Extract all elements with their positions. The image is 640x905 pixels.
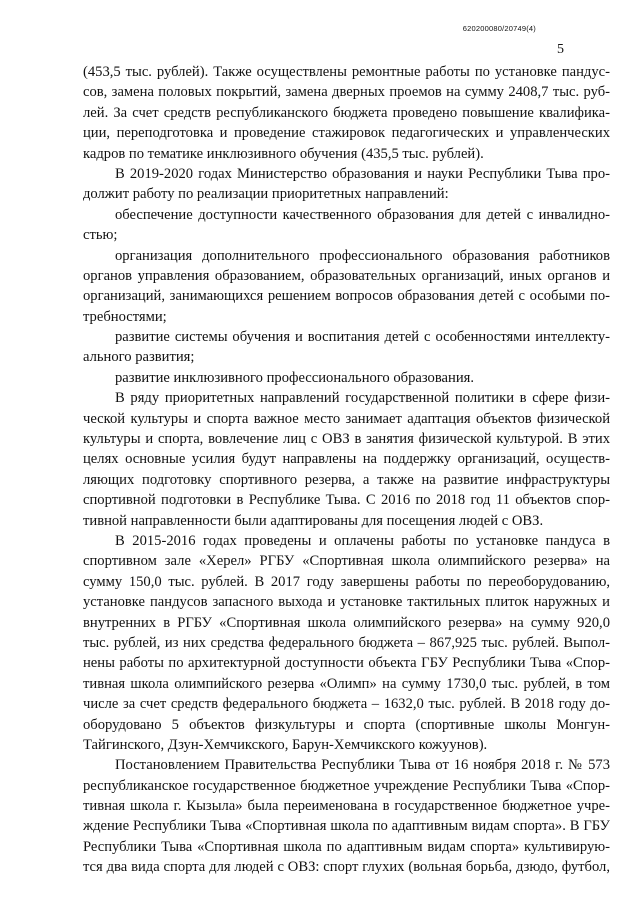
- text-line: оборудовано 5 объектов физкультуры и спорта (спортивные школы Монгун-: [83, 716, 610, 733]
- text-line: ляющих подготовку спортивного резерва, а также на развитие инфраструктуры: [83, 471, 610, 488]
- text-line: обеспечение доступности качественного образования для детей с инвалидно-: [115, 206, 610, 223]
- text-line: должит работу по реализации приоритетных направлений:: [83, 186, 449, 203]
- text-line: В 2019-2020 годах Министерство образования и науки Республики Тыва про-: [115, 165, 610, 182]
- text-line: стью;: [83, 227, 118, 244]
- text-line: культуры и спорта, вовлечение лиц с ОВЗ в занятия физической культурой. В этих: [83, 431, 610, 448]
- text-line: внутренних в РГБУ «Спортивная школа олимпийского резерва» на сумму 920,0: [83, 614, 610, 631]
- text-line: тивная школа г. Кызыла» была переименована в государственное бюджетное учре-: [83, 798, 610, 815]
- text-line: числе за счет средств федерального бюджета – 1632,0 тыс. рублей. В 2018 году до-: [83, 696, 610, 713]
- text-line: Республики Тыва «Спортивная школа по адаптивным видам спорта» культивирую-: [83, 838, 610, 855]
- text-line: спортивной подготовки в Республике Тыва. С 2016 по 2018 год 11 объектов спор-: [83, 492, 610, 509]
- text-line: В ряду приоритетных направлений государственной политики в сфере физи-: [115, 390, 610, 407]
- text-line: сумму 150,0 тыс. рублей. В 2017 году завершены работы по переоборудованию,: [83, 573, 610, 590]
- text-line: Тайгинского, Дзун-Хемчикского, Барун-Хемчикского кожуунов).: [83, 736, 488, 753]
- text-line: В 2015-2016 годах проведены и оплачены работы по установке пандуса в: [115, 532, 610, 549]
- text-line: установке пандусов запасного выхода и установке тактильных плиток наружных и: [83, 594, 610, 611]
- text-line: ческой культуры и спорта важное место занимает адаптация объектов физической: [83, 410, 610, 427]
- text-line: целях основные усилия будут направлены на поддержку организаций, осуществ-: [83, 451, 610, 468]
- text-line: ждение Республики Тыва «Спортивная школа по адаптивным видам спорта». В ГБУ: [83, 818, 610, 835]
- document-body: [83, 62, 610, 878]
- text-line: нены работы по архитектурной доступности объекта ГБУ Республики Тыва «Спор-: [83, 655, 610, 672]
- text-line: развитие инклюзивного профессионального образования.: [115, 369, 475, 386]
- document-id: 620200080/20749(4): [462, 24, 536, 33]
- text-line: кадров по тематике инклюзивного обучения (435,5 тыс. рублей).: [83, 145, 484, 162]
- text-line: органов управления образованием, образовательных организаций, иных органов и: [83, 267, 610, 284]
- text-line: тивной направленности были адаптированы для посещения людей с ОВЗ.: [83, 512, 544, 529]
- text-line: организация дополнительного профессионального образования работников: [115, 247, 610, 264]
- text-line: Постановлением Правительства Республики Тыва от 16 ноября 2018 г. № 573: [115, 757, 610, 774]
- text-line: республиканское государственное бюджетное учреждение Республики Тыва «Спор-: [83, 777, 610, 794]
- text-line: ции, переподготовка и проведение стажировок педагогических и управленческих: [83, 125, 610, 142]
- text-line: развитие системы обучения и воспитания детей с особенностями интеллекту-: [115, 329, 610, 346]
- text-line: тся два вида спорта для людей с ОВЗ: спорт глухих (вольная борьба, дзюдо, футбол,: [83, 859, 610, 876]
- text-line: (453,5 тыс. рублей). Также осуществлены ремонтные работы по установке пандус-: [83, 64, 610, 80]
- text-line: спортивном зале «Херел» РГБУ «Спортивная школа олимпийского резерва» на: [83, 553, 610, 570]
- page-number: 5: [557, 42, 564, 57]
- text-line: тивная школа олимпийского резерва «Олимп» на сумму 1730,0 тыс. рублей, в том: [83, 675, 610, 692]
- text-line: организаций, занимающихся решением вопросов образования детей с особыми по-: [83, 288, 610, 305]
- text-line: ального развития;: [83, 349, 195, 366]
- text-line: требностями;: [83, 308, 167, 325]
- text-line: лей. За счет средств республиканского бюджета проведено повышение квалифика-: [83, 104, 610, 121]
- text-line: тыс. рублей, из них средства федерального бюджета – 867,925 тыс. рублей. Выпол-: [83, 634, 610, 651]
- text-line: сов, замена половых покрытий, замена дверных проемов на сумму 2408,7 тыс. руб-: [83, 84, 610, 101]
